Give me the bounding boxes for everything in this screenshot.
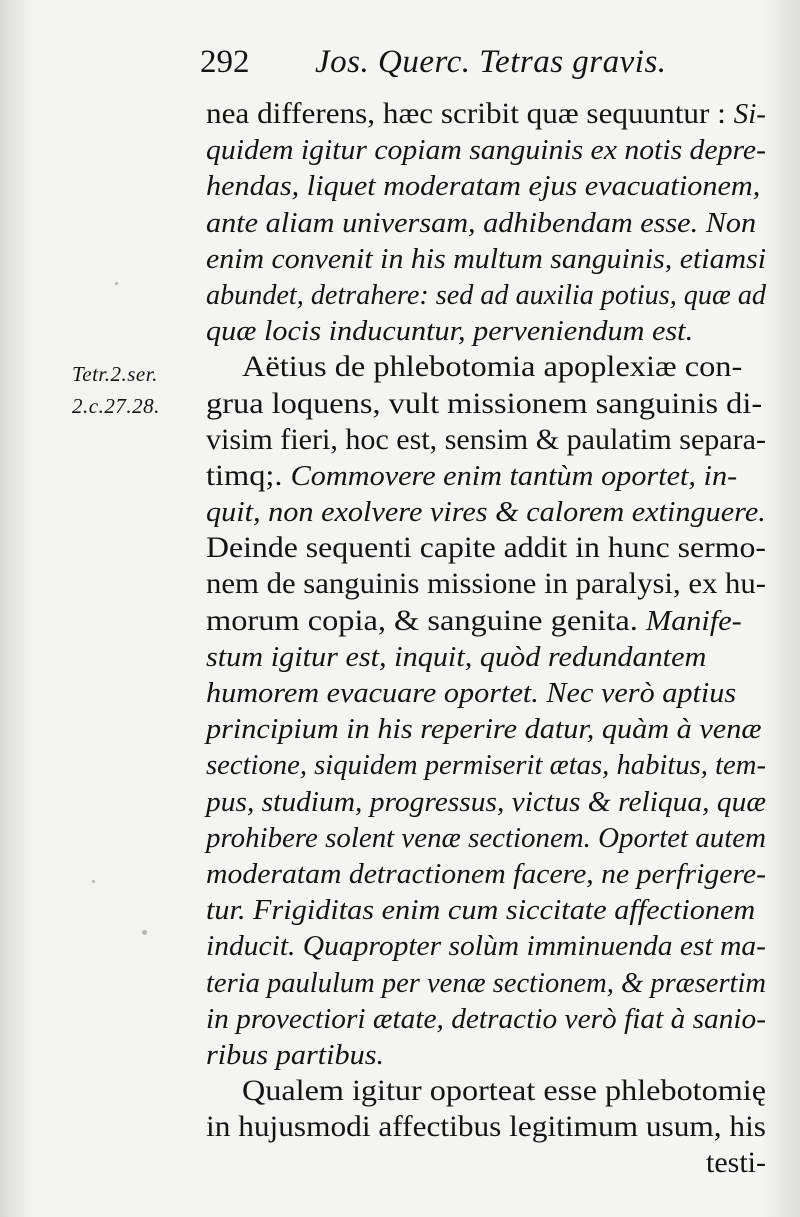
text-line (206, 603, 766, 639)
page-header (200, 44, 760, 88)
italic-segment: abundet, detrahere: sed ad auxilia potius, quæ ad (206, 279, 766, 311)
roman-segment: testi- (706, 1146, 766, 1180)
running-title: Jos. Querc. Tetras gravis. (315, 44, 667, 80)
italic-segment: sectione, siquidem permiserit ætas, habitus, tem- (206, 750, 766, 782)
text-line (206, 892, 766, 928)
roman-segment: in hujusmodi affectibus legitimum usum, his (206, 1110, 766, 1144)
text-line (206, 675, 766, 711)
text-line (206, 1037, 766, 1073)
italic-segment: pus, studium, progressus, victus & reliqua, quæ (206, 786, 766, 818)
italic-segment: quæ locis inducuntur, perveniendum est. (206, 316, 694, 348)
italic-segment: humorem evacuare oportet. Nec verò aptius (206, 678, 737, 709)
text-line (206, 349, 766, 385)
italic-segment: moderatam detractionem facere, ne perfrigere- (206, 858, 766, 890)
roman-segment: Aëtius de phlebotomia apoplexiæ con- (242, 350, 743, 384)
text-line (206, 313, 766, 349)
text-line (206, 458, 766, 494)
text-line (206, 639, 766, 675)
text-line (206, 168, 766, 204)
margin-note-line2: 2.c.27.28. (72, 394, 160, 418)
roman-segment: timq;. (206, 458, 291, 492)
text-line (206, 494, 766, 530)
italic-segment: hendas, liquet moderatam ejus evacuationem, (206, 171, 761, 203)
italic-segment: Si- (733, 99, 766, 130)
italic-segment: quit, non exolvere vires & calorem extinguere. (206, 497, 766, 529)
text-line (206, 530, 766, 566)
italic-segment: Manife- (645, 605, 742, 637)
roman-segment: grua loquens, vult missionem sanguinis di- (206, 386, 763, 420)
italic-segment: ante aliam universam, adhibendam esse. Non (206, 207, 757, 239)
text-line (206, 711, 766, 747)
italic-segment: Commovere enim tantùm oportet, in- (290, 460, 738, 492)
text-line (206, 965, 766, 1001)
roman-segment: Deinde sequenti capite addit in hunc sermo- (206, 531, 766, 565)
text-line (206, 241, 766, 277)
roman-segment: nea differens, hæc scribit quæ sequuntur : (206, 97, 734, 130)
roman-segment: morum copia, & sanguine genita. (206, 603, 646, 637)
italic-segment: prohibere solent venæ sectionem. Oportet autem (206, 822, 766, 854)
roman-segment: visim fieri, hoc est, sensim & paulatim separa- (206, 422, 766, 456)
text-line (206, 277, 766, 313)
text-line (206, 1109, 766, 1145)
text-line (206, 856, 766, 892)
text-line (206, 386, 766, 422)
text-line (206, 820, 766, 856)
text-line (206, 928, 766, 964)
text-line (206, 205, 766, 241)
catchword (206, 1145, 766, 1181)
italic-segment: quidem igitur copiam sanguinis ex notis depre- (206, 135, 766, 167)
italic-segment: ribus partibus. (206, 1039, 385, 1071)
body-text (206, 96, 766, 1182)
text-line (206, 96, 766, 132)
text-line (206, 784, 766, 820)
italic-segment: teria paululum per venæ sectionem, & præsertim (206, 967, 766, 999)
italic-segment: in provectiori ætate, detractio verò fiat à sanio- (206, 1003, 766, 1035)
text-line (206, 1001, 766, 1037)
italic-segment: stum igitur est, inquit, quòd redundantem (206, 641, 707, 673)
roman-segment: nem de sanguinis missione in paralysi, ex hu- (206, 567, 766, 601)
margin-note-line1: Tetr.2.ser. (72, 362, 158, 386)
scan-speck (142, 930, 147, 935)
italic-segment: enim convenit in his multum sanguinis, etiamsi (206, 243, 766, 275)
page-number: 292 (200, 44, 250, 80)
roman-segment: Qualem igitur oporteat esse phlebotomię (242, 1074, 766, 1108)
scan-speck (92, 880, 95, 883)
text-line (206, 566, 766, 602)
text-line (206, 422, 766, 458)
scan-speck (115, 282, 118, 285)
italic-segment: principium in his reperire datur, quàm à venæ (206, 714, 762, 746)
text-line (206, 747, 766, 783)
italic-segment: inducit. Quapropter solùm imminuenda est ma- (206, 931, 766, 963)
text-line (206, 1073, 766, 1109)
text-line (206, 132, 766, 168)
italic-segment: tur. Frigiditas enim cum siccitate affectionem (206, 895, 756, 927)
